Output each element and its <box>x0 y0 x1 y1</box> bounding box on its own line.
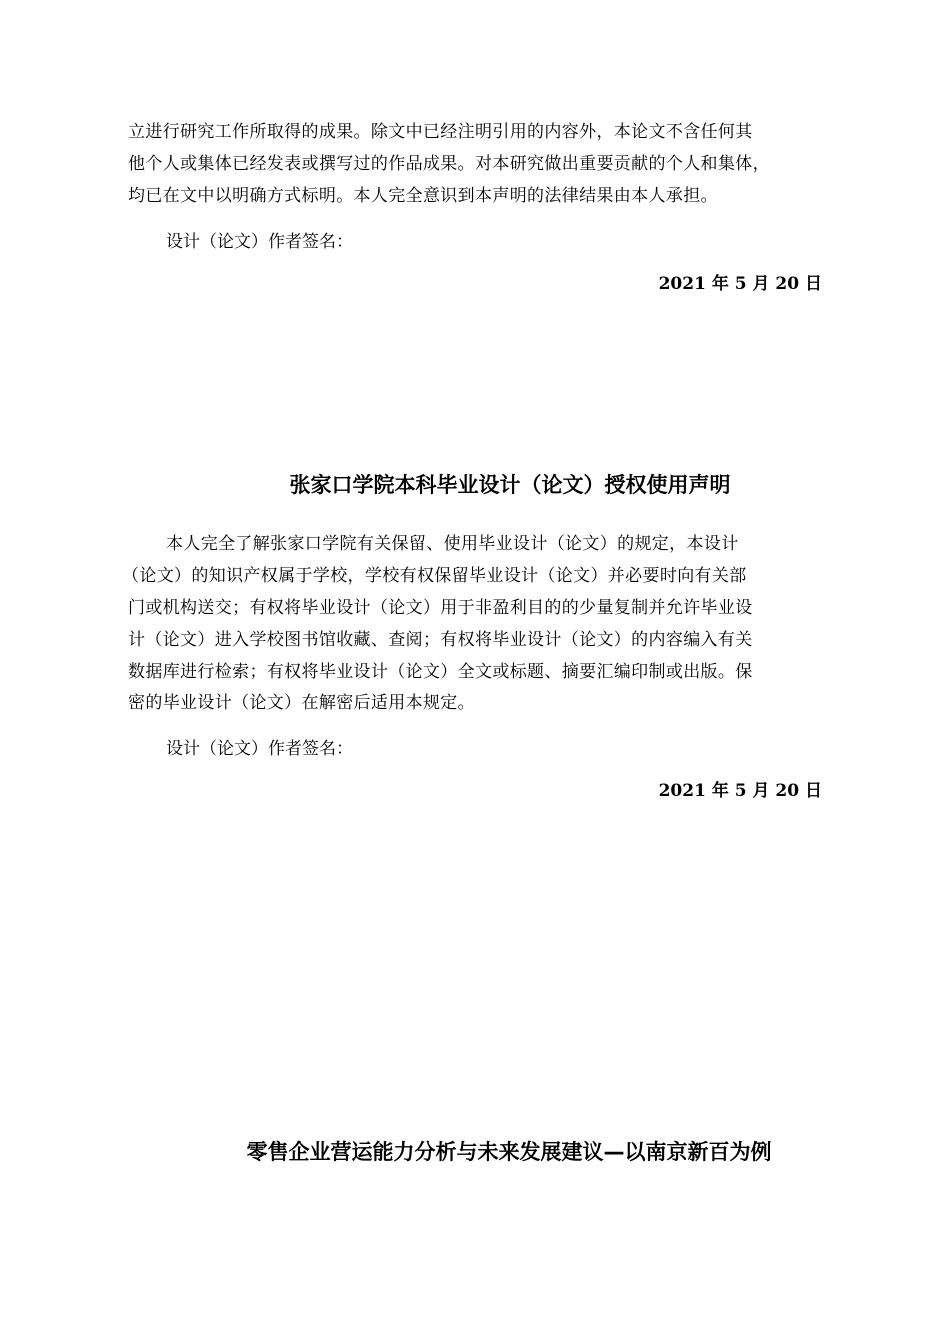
authorization-line-2: （论文）的知识产权属于学校，学校有权保留毕业设计（论文）并必要时向有关部 <box>122 566 747 586</box>
authorization-title: 张家口学院本科毕业设计（论文）授权使用声明 <box>289 473 731 497</box>
authorization-date: 2021 年 5 月 20 日 <box>658 781 822 801</box>
authorization-line-6: 密的毕业设计（论文）在解密后适用本规定。 <box>128 693 475 713</box>
authorization-line-3: 门或机构送交；有权将毕业设计（论文）用于非盈利目的的少量复制并允许毕业设 <box>128 598 753 618</box>
authorization-signature-label: 设计（论文）作者签名： <box>166 739 353 759</box>
authorization-line-5: 数据库进行检索；有权将毕业设计（论文）全文或标题、摘要汇编印制或出版。保 <box>128 662 753 682</box>
originality-line-1: 立进行研究工作所取得的成果。除文中已经注明引用的内容外，本论文不含任何其 <box>128 122 753 142</box>
originality-line-3: 均已在文中以明确方式标明。本人完全意识到本声明的法律结果由本人承担。 <box>128 186 718 206</box>
authorization-line-1: 本人完全了解张家口学院有关保留、使用毕业设计（论文）的规定，本设计 <box>166 534 739 554</box>
thesis-title: 零售企业营运能力分析与未来发展建议—以南京新百为例 <box>246 1140 772 1164</box>
originality-line-2: 他个人或集体已经发表或撰写过的作品成果。对本研究做出重要贡献的个人和集体， <box>128 154 770 174</box>
authorization-line-4: 计（论文）进入学校图书馆收藏、查阅；有权将毕业设计（论文）的内容编入有关 <box>128 630 753 650</box>
originality-date: 2021 年 5 月 20 日 <box>658 274 822 294</box>
originality-signature-label: 设计（论文）作者签名： <box>166 232 353 252</box>
